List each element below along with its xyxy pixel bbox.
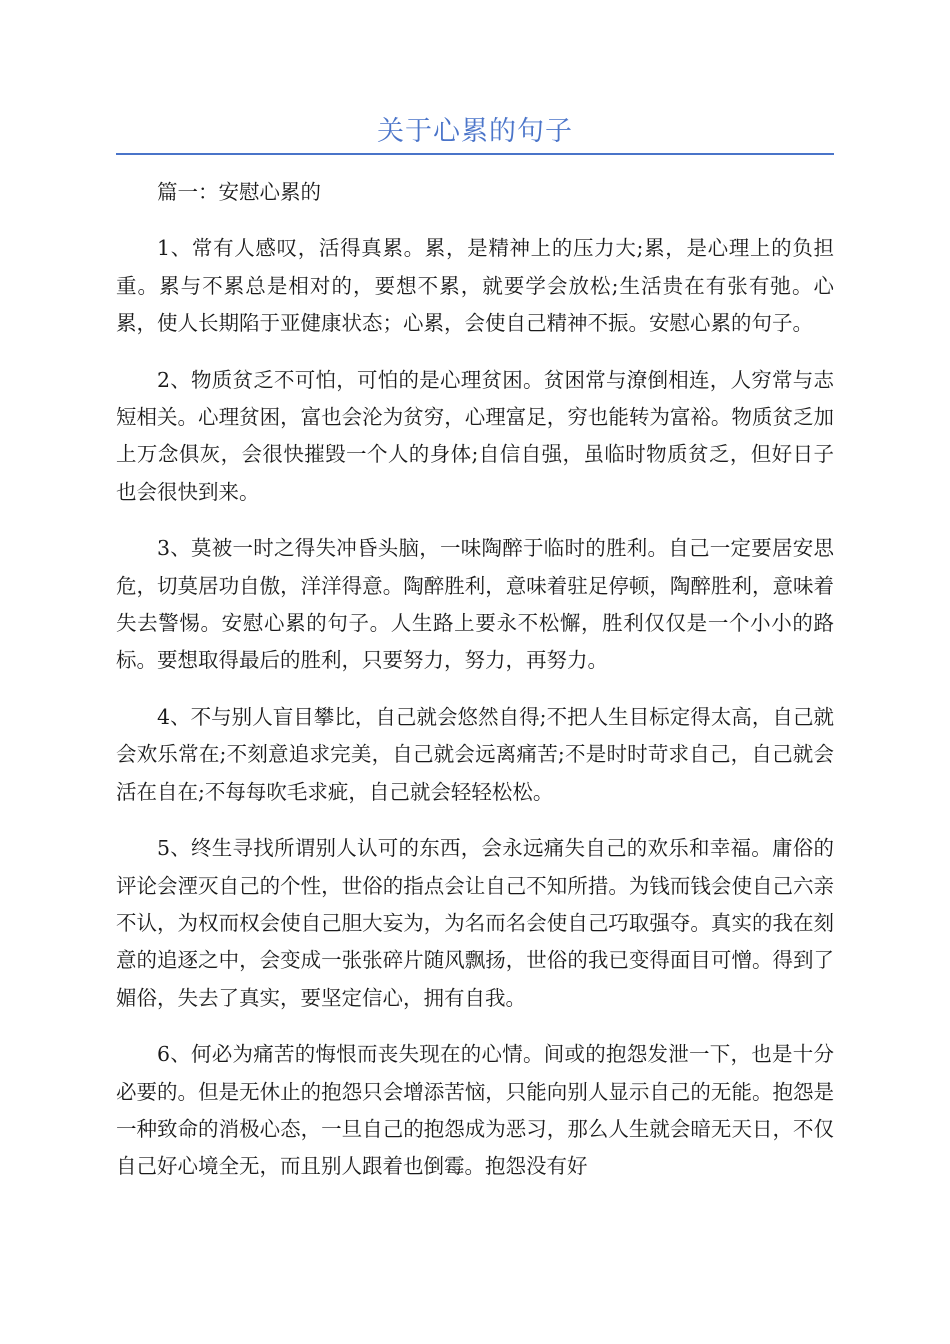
title-underline (116, 153, 834, 155)
section-heading: 篇一：安慰心累的 (157, 180, 321, 204)
paragraph-4: 4、不与别人盲目攀比，自己就会悠然自得;不把人生目标定得太高，自己就会欢乐常在;不刻意追求完美，自己就会远离痛苦;不是时时苛求自己，自己就会活在自在;不每每吹毛求疵，自己就会轻轻松松。 (116, 704, 834, 804)
document-title: 关于心累的句子 (377, 116, 573, 147)
paragraph-3: 3、莫被一时之得失冲昏头脑，一味陶醉于临时的胜利。自己一定要居安思危，切莫居功自傲，洋洋得意。陶醉胜利，意味着驻足停顿，陶醉胜利，意味着失去警惕。安慰心累的句子。人生路上要永不松懈，胜利仅仅是一个小小的路标。要想取得最后的胜利，只要努力，努力，再努力。 (116, 536, 834, 673)
document-body (116, 174, 834, 1205)
paragraph-6: 6、何必为痛苦的悔恨而丧失现在的心情。间或的抱怨发泄一下，也是十分必要的。但是无休止的抱怨只会增添苦恼，只能向别人显示自己的无能。抱怨是一种致命的消极心态，一旦自己的抱怨成为恶习，那么人生就会暗无天日，不仅自己好心境全无，而且别人跟着也倒霉。抱怨没有好 (116, 1042, 834, 1179)
paragraph-5: 5、终生寻找所谓别人认可的东西，会永远痛失自己的欢乐和幸福。庸俗的评论会湮灭自己的个性，世俗的指点会让自己不知所措。为钱而钱会使自己六亲不认，为权而权会使自己胆大妄为，为名而名会使自己巧取强夺。真实的我在刻意的追逐之中，会变成一张张碎片随风飘扬，世俗的我已变得面目可憎。得到了媚俗，失去了真实，要坚定信心，拥有自我。 (116, 836, 834, 1010)
paragraph-1: 1、常有人感叹，活得真累。累，是精神上的压力大;累，是心理上的负担重。累与不累总是相对的，要想不累，就要学会放松;生活贵在有张有弛。心累，使人长期陷于亚健康状态；心累，会使自己精神不振。安慰心累的句子。 (116, 236, 834, 336)
paragraph-2: 2、物质贫乏不可怕，可怕的是心理贫困。贫困常与潦倒相连，人穷常与志短相关。心理贫困，富也会沦为贫穷，心理富足，穷也能转为富裕。物质贫乏加上万念俱灰，会很快摧毁一个人的身体;自信自强，虽临时物质贫乏，但好日子也会很快到来。 (116, 367, 834, 504)
